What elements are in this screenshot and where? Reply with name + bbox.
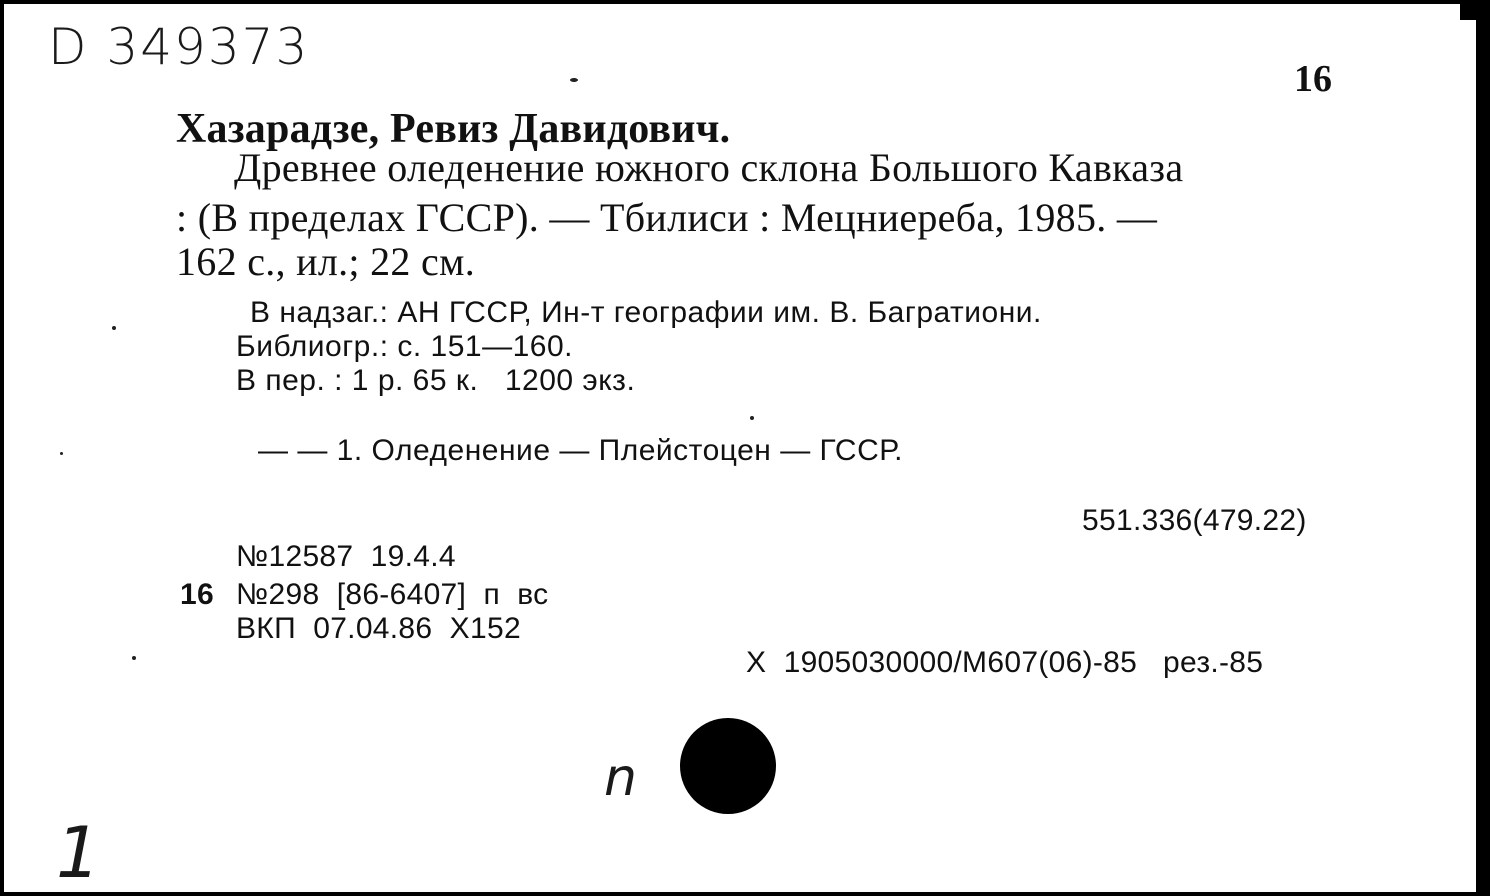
reg-line-3: ВКП 07.04.86 X152 — [236, 612, 521, 645]
handwritten-number: 1 — [56, 812, 101, 894]
reg-line-2: №298 [86-6407] п вс — [236, 578, 549, 611]
title-line-1: Древнее оледенение южного склона Большого Кавказа — [234, 145, 1184, 190]
subject-headings: — — 1. Оледенение — Плейстоцен — ГССР. — [258, 434, 903, 467]
udc-code: 551.336(479.22) — [1082, 504, 1307, 537]
speck — [750, 416, 754, 420]
speck — [570, 78, 578, 82]
card-corner-mark — [1460, 0, 1490, 20]
handwritten-scribble: n — [604, 748, 637, 808]
title-line-3: 162 с., ил.; 22 см. — [176, 239, 476, 284]
author-heading: Хазарадзе, Ревиз Давидович. — [176, 106, 731, 152]
note-line-3: В пер. : 1 р. 65 к. 1200 экз. — [236, 364, 636, 397]
title-line-2: : (В пределах ГССР). — Тбилиси : Мецниереба, 1985. — — [176, 195, 1158, 240]
punched-hole-dot — [680, 718, 776, 814]
reg-line-1: №12587 19.4.4 — [236, 540, 456, 573]
bbk-code: X 1905030000/М607(06)-85 рез.-85 — [746, 646, 1264, 679]
speck — [60, 452, 63, 455]
speck — [132, 656, 136, 660]
note-line-1: В надзаг.: АН ГССР, Ин-т географии им. В. Багратиони. — [250, 296, 1042, 329]
note-line-2: Библиогр.: с. 151—160. — [236, 330, 573, 363]
handwritten-id: D 349373 — [48, 18, 310, 76]
speck — [112, 326, 116, 330]
reg-prefix: 16 — [180, 578, 214, 611]
corner-number: 16 — [1294, 58, 1332, 100]
